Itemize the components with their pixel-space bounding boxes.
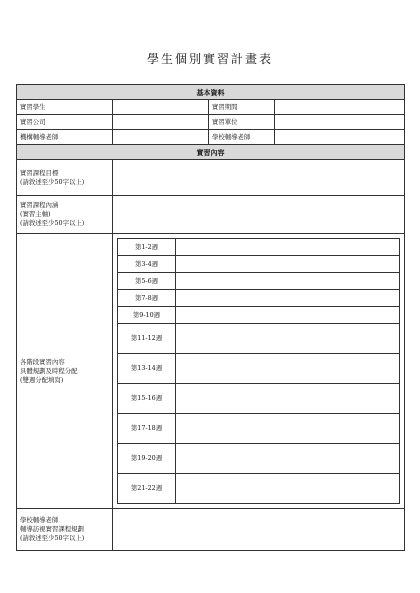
row-mentors xyxy=(17,130,405,145)
row-curriculum xyxy=(17,196,405,234)
plan-table xyxy=(16,84,405,551)
week-row xyxy=(118,307,400,324)
week-label: 第9-10週 xyxy=(118,307,176,324)
label-company: 實習公司 xyxy=(17,115,113,130)
row-student xyxy=(17,100,405,115)
week-row xyxy=(118,354,400,384)
week-content-field[interactable] xyxy=(176,474,400,504)
week-row xyxy=(118,414,400,444)
week-label: 第15-16週 xyxy=(118,384,176,414)
week-row xyxy=(118,239,400,256)
row-objective xyxy=(17,160,405,196)
week-label: 第1-2週 xyxy=(118,239,176,256)
week-label: 第11-12週 xyxy=(118,324,176,354)
week-content-field[interactable] xyxy=(176,239,400,256)
week-row xyxy=(118,444,400,474)
section-content: 實習內容 xyxy=(17,145,405,160)
label-advisor: 學校輔導老師 輔導訪視實習課程規劃 (請敘述至少50字以上) xyxy=(17,509,113,551)
week-row xyxy=(118,290,400,307)
label-student: 實習學生 xyxy=(17,100,113,115)
week-label: 第17-18週 xyxy=(118,414,176,444)
week-row xyxy=(118,273,400,290)
week-content-field[interactable] xyxy=(176,444,400,474)
label-unit: 實習單位 xyxy=(209,115,275,130)
field-objective[interactable] xyxy=(113,160,405,196)
label-school-mentor: 學校輔導老師 xyxy=(209,130,275,145)
field-company[interactable] xyxy=(113,115,209,130)
field-org-mentor[interactable] xyxy=(113,130,209,145)
field-student[interactable] xyxy=(113,100,209,115)
label-curriculum: 實習課程內涵 (實習主軸) (請敘述至少50字以上) xyxy=(17,196,113,234)
label-stages: 各階段實習內容 具體規劃及時程分配 (雙週分配填寫) xyxy=(17,234,113,509)
label-objective: 實習課程目標 (請敘述至少50字以上) xyxy=(17,160,113,196)
field-school-mentor[interactable] xyxy=(275,130,405,145)
week-content-field[interactable] xyxy=(176,256,400,273)
week-label: 第3-4週 xyxy=(118,256,176,273)
week-content-field[interactable] xyxy=(176,354,400,384)
row-advisor xyxy=(17,509,405,551)
section-basic-info: 基本資料 xyxy=(17,85,405,100)
field-period[interactable] xyxy=(275,100,405,115)
week-label: 第21-22週 xyxy=(118,474,176,504)
weeks-container xyxy=(113,234,405,509)
field-advisor[interactable] xyxy=(113,509,405,551)
week-content-field[interactable] xyxy=(176,307,400,324)
label-period: 實習期間 xyxy=(209,100,275,115)
week-row xyxy=(118,256,400,273)
field-unit[interactable] xyxy=(275,115,405,130)
label-org-mentor: 機構輔導老師 xyxy=(17,130,113,145)
week-content-field[interactable] xyxy=(176,414,400,444)
week-label: 第19-20週 xyxy=(118,444,176,474)
week-content-field[interactable] xyxy=(176,384,400,414)
field-curriculum[interactable] xyxy=(113,196,405,234)
week-row xyxy=(118,324,400,354)
row-stages xyxy=(17,234,405,509)
week-label: 第13-14週 xyxy=(118,354,176,384)
week-label: 第7-8週 xyxy=(118,290,176,307)
weeks-table xyxy=(117,238,400,504)
week-content-field[interactable] xyxy=(176,290,400,307)
week-row xyxy=(118,384,400,414)
week-label: 第5-6週 xyxy=(118,273,176,290)
week-row xyxy=(118,474,400,504)
form-title: 學生個別實習計畫表 xyxy=(146,52,273,66)
week-content-field[interactable] xyxy=(176,324,400,354)
week-content-field[interactable] xyxy=(176,273,400,290)
row-company xyxy=(17,115,405,130)
